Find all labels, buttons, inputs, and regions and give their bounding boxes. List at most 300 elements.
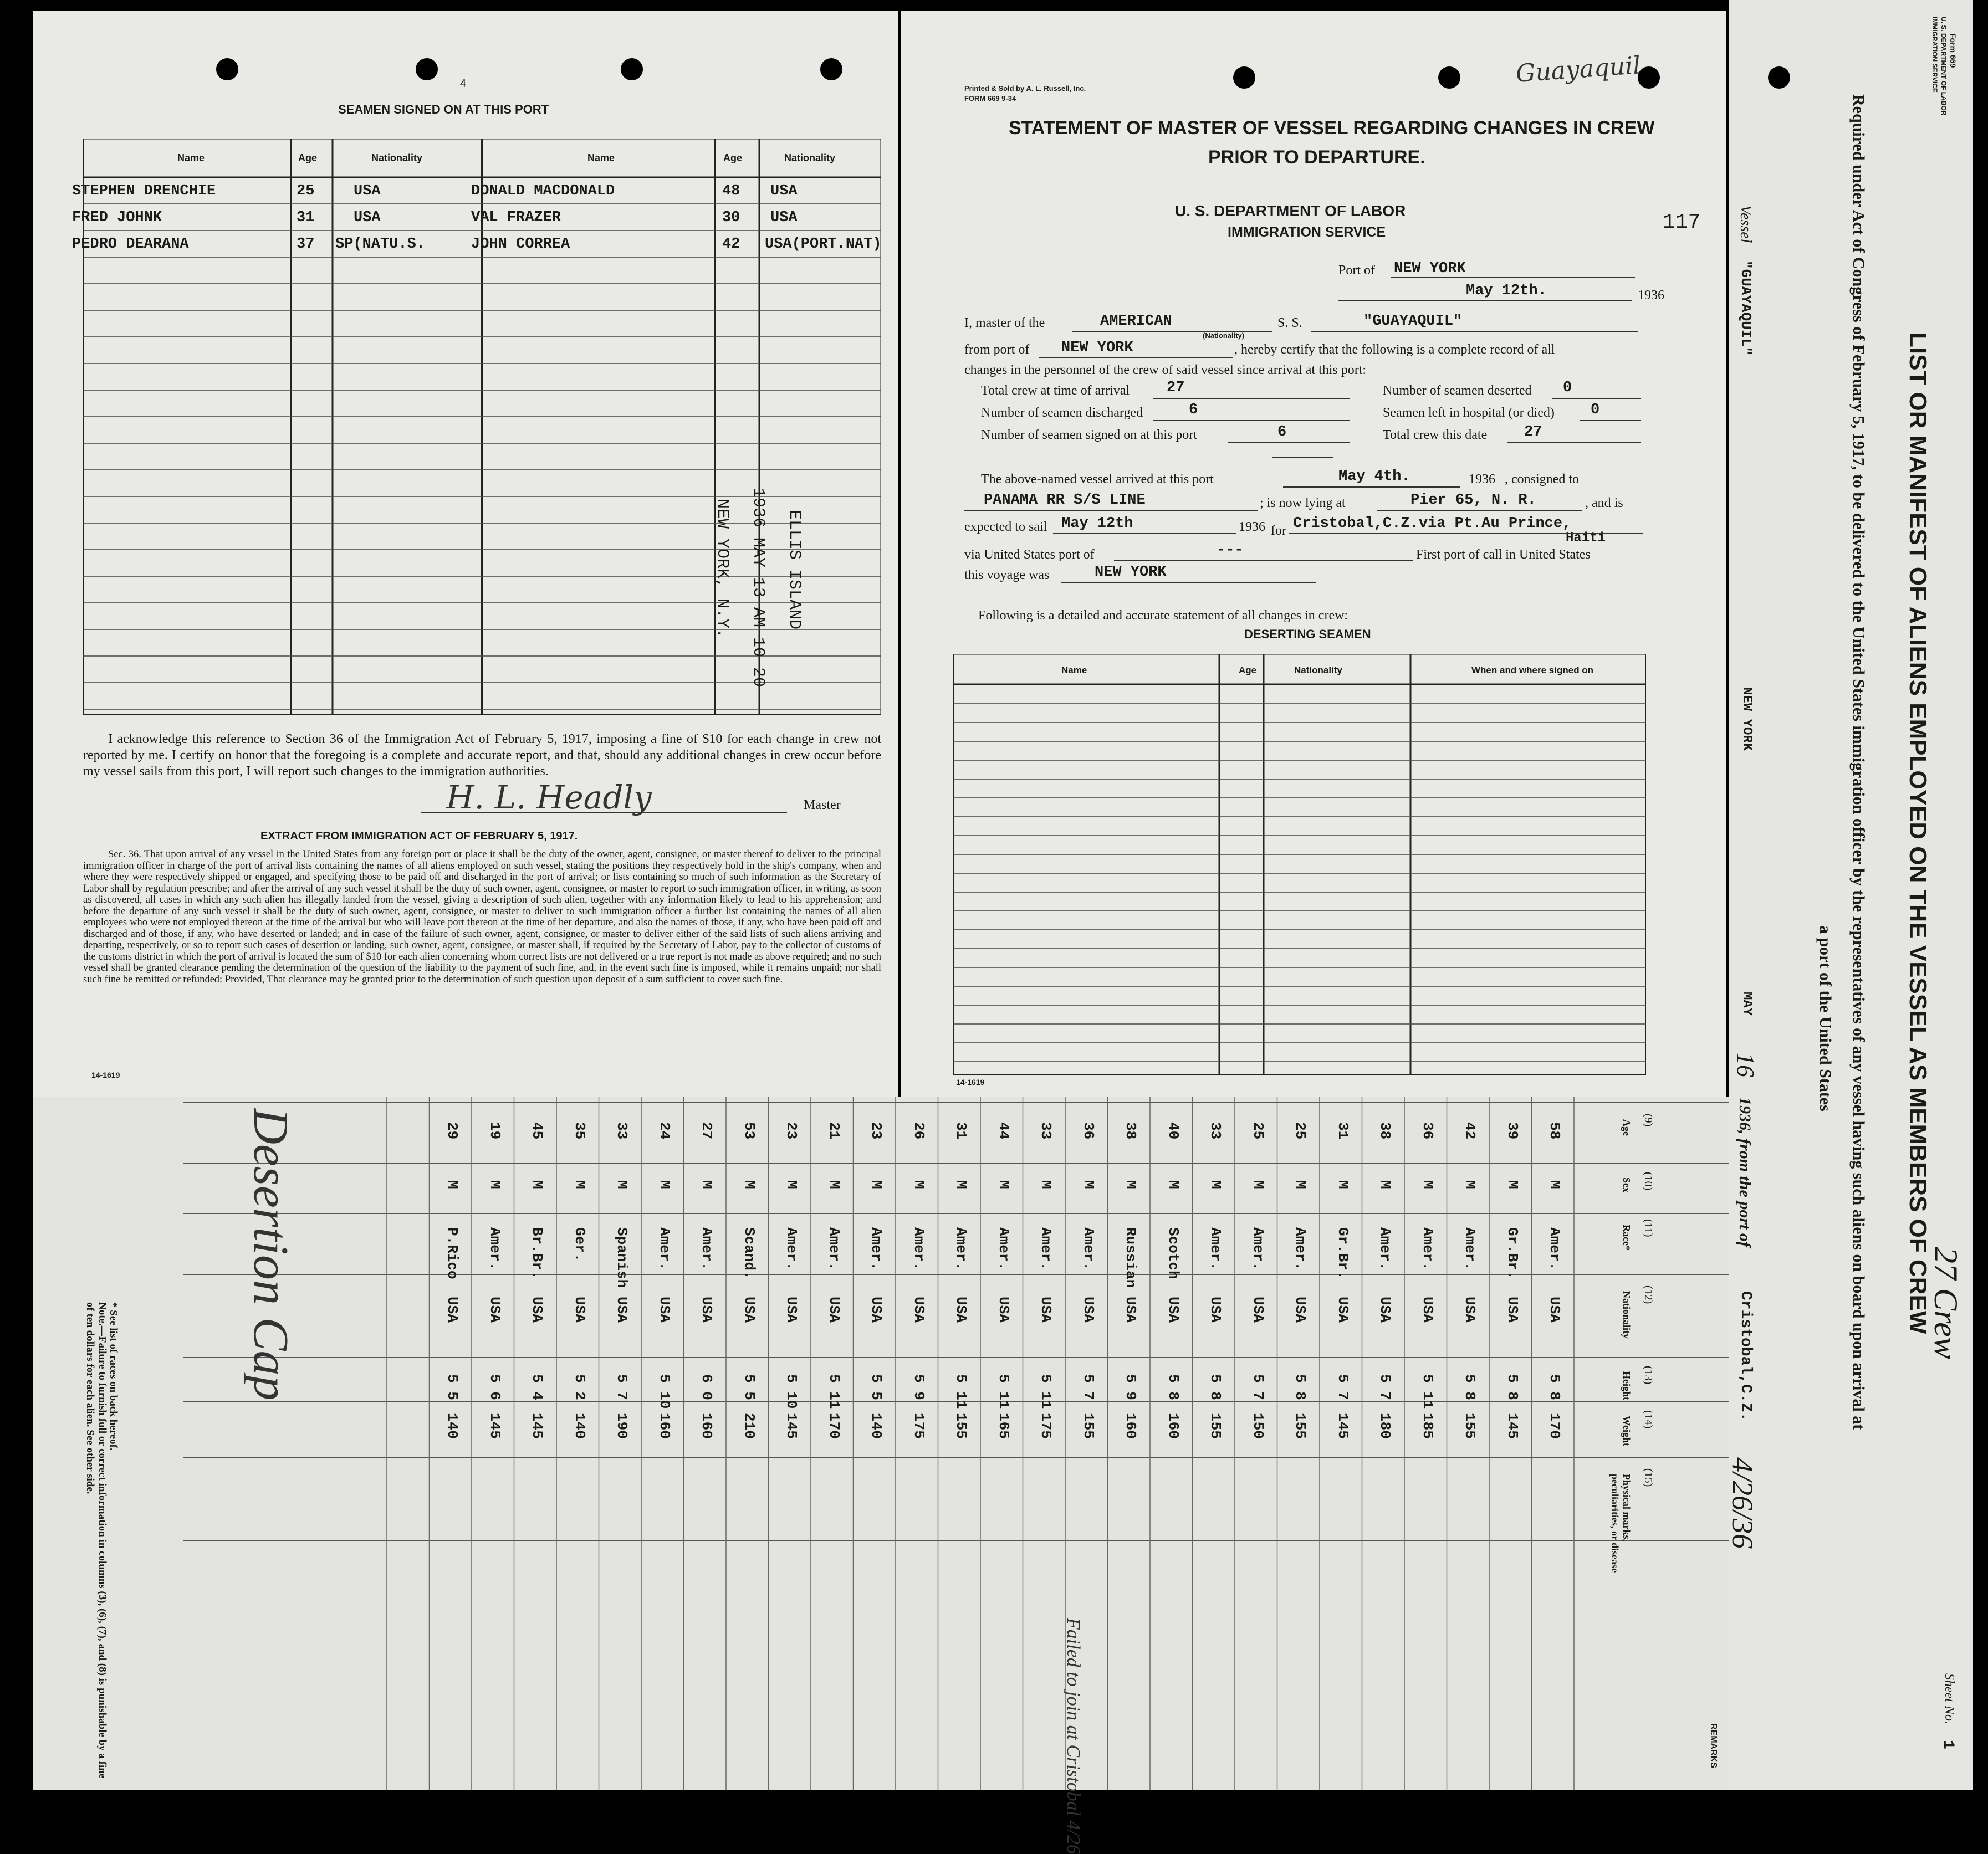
line (964, 510, 1258, 511)
pier-value: Pier 65, N. R. (1410, 492, 1536, 509)
crew-cell: Gr.Br. (1504, 1227, 1521, 1279)
crew-cell: USA (953, 1297, 969, 1323)
crew-cell: 145 (1334, 1413, 1351, 1439)
for-label: for (1271, 524, 1286, 538)
crew-cell: 36 (1080, 1122, 1097, 1140)
crew-cell: USA (1164, 1297, 1182, 1323)
crew-cell: M (1546, 1180, 1563, 1189)
row-2-name-2: VAL FRAZER (471, 209, 561, 226)
crew-cell: M (571, 1180, 588, 1189)
crew-cell: Amer. (910, 1227, 927, 1271)
crew-cell: M (1038, 1180, 1054, 1189)
crew-cell: 140 (868, 1413, 885, 1439)
crew-cell: 145 (529, 1413, 545, 1439)
crew-cell: M (1504, 1180, 1521, 1189)
crew-col-header: Height (1621, 1371, 1632, 1400)
consigned-label: , consigned to (1505, 472, 1579, 486)
crew-col-number: (9) (1642, 1114, 1654, 1127)
crew-cell: M (1207, 1180, 1224, 1189)
statement-date: May 12th. (1466, 283, 1547, 299)
crew-cell: Amer. (1080, 1227, 1097, 1271)
row-2-age-2: 30 (722, 209, 740, 226)
row-3-nat-2: USA(PORT.NAT) (765, 236, 882, 253)
crew-col-header: Race* (1621, 1225, 1632, 1251)
discharged-label: Number of seamen discharged (981, 406, 1143, 420)
crew-cell: USA (1038, 1297, 1054, 1323)
crew-cell: Russian (1122, 1227, 1139, 1288)
punch-hole (1233, 66, 1255, 89)
row-1-name-2: DONALD MACDONALD (471, 183, 615, 199)
punch-hole (1438, 66, 1460, 89)
crew-cell: 145 (783, 1413, 800, 1439)
row-2-nat-1: USA (354, 209, 381, 226)
crew-cell: USA (1419, 1297, 1436, 1323)
form-title: SEAMEN SIGNED ON AT THIS PORT (338, 103, 549, 116)
table-header-age-2: Age (723, 152, 743, 163)
crew-cell: USA (1334, 1297, 1351, 1323)
margin-arrival-month: MAY (1739, 992, 1754, 1016)
voyage-label: this voyage was (964, 568, 1050, 582)
crew-cell: Amer. (1292, 1227, 1309, 1271)
line (1377, 510, 1582, 511)
crew-cell: M (910, 1180, 927, 1189)
stamp-line-1: ELLIS ISLAND (785, 510, 804, 630)
crew-cell: Ger. (571, 1227, 588, 1262)
hospital-label: Seamen left in hospital (or died) (1383, 406, 1555, 420)
line (1580, 420, 1641, 421)
crew-cell: M (1122, 1180, 1139, 1189)
crew-cell: Amer. (783, 1227, 800, 1271)
punch-hole (1768, 66, 1790, 89)
row-2-nat-2: USA (770, 209, 798, 226)
crew-cell: 5 8 (1164, 1374, 1182, 1400)
crew-cell: M (740, 1180, 758, 1189)
deserting-title: DESERTING SEAMEN (1244, 627, 1371, 641)
footnote-1: * See list of races on back hereof. (108, 1302, 119, 1451)
crew-col-header: Physical marks, peculiarities, or disease (1609, 1474, 1632, 1573)
crew-cell: USA (1207, 1297, 1224, 1323)
crew-cell: 160 (1164, 1413, 1182, 1439)
crew-cell: 5 11 (1038, 1374, 1054, 1409)
destination-2: Haiti (1566, 531, 1606, 546)
crew-cell: 5 5 (740, 1374, 758, 1400)
crew-cell: M (825, 1180, 842, 1189)
crew-cell: 5 2 (571, 1374, 588, 1400)
form-number: FORM 669 9-34 (964, 94, 1016, 103)
crew-cell: Spanish (614, 1227, 630, 1288)
row-1-name-1: STEPHEN DRENCHIE (72, 183, 216, 199)
discharged-value: 6 (1189, 402, 1198, 418)
margin-arrival-day: 16 (1732, 1053, 1759, 1077)
crew-cell: USA (868, 1297, 885, 1323)
crew-cell: Amer. (1377, 1227, 1393, 1271)
crew-cell: 23 (783, 1122, 800, 1140)
crew-cell: 25 (1292, 1122, 1309, 1140)
crew-cell: 145 (1504, 1413, 1521, 1439)
crew-cell: Amer. (953, 1227, 969, 1271)
crew-col-header: Sex (1621, 1177, 1632, 1192)
crew-cell: 5 11 (953, 1374, 969, 1409)
line (1289, 533, 1643, 534)
following-text: Following is a detailed and accurate statement of all changes in crew: (978, 608, 1348, 623)
crew-cell: 5 8 (1546, 1374, 1563, 1400)
crew-cell: 40 (1164, 1122, 1182, 1140)
crew-cell: USA (910, 1297, 927, 1323)
crew-cell: 190 (614, 1413, 630, 1439)
handwritten-vessel-top: Guayaquil (1515, 51, 1642, 88)
crew-cell: 150 (1249, 1413, 1266, 1439)
crew-cell: M (444, 1180, 461, 1189)
crew-col-number: (15) (1642, 1468, 1654, 1487)
footnote-2: Note.—Failure to furnish full or correct information in columns (3), (6), (7), and (8) is punishable by a fine of ten dollars for each alien. See other side. (84, 1302, 108, 1779)
crew-cell: M (656, 1180, 673, 1189)
crew-cell: USA (1546, 1297, 1563, 1323)
crew-cell: 5 7 (614, 1374, 630, 1400)
crew-cell: 5 11 (995, 1374, 1012, 1409)
margin-vessel-label: Vessel (1737, 205, 1754, 243)
crew-cell: 155 (953, 1413, 969, 1439)
crew-cell: USA (1249, 1297, 1266, 1323)
crew-cell: 170 (1546, 1413, 1563, 1439)
via-label: via United States port of (964, 547, 1095, 562)
vessel-nationality: AMERICAN (1100, 313, 1172, 330)
crew-cell: 5 8 (1504, 1374, 1521, 1400)
extract-text: Sec. 36. That upon arrival of any vessel in the United States from any foreign port or place it shall be the duty of the owner, agent, consignee, or master thereof to deliver to the principal immigration officer in charge of the port of arrival lists containing the names of all aliens employed on such vessel, stating the positions they respectively hold in the ship's company, when and where they were respectively shipped or engaged, and specifying those to be paid off and discharged in the port of arrival; or lists containing so much of such information as the Secretary of Labor shall by regulation prescribe; and after the arrival of any such vessel it shall be the duty of such owner, agent, consignee, or master to report to such immigration officer, in writing, as soon as discovered, all cases in which any such alien has illegally landed from the vessel, giving a description of such alien, together with any information likely to lead to his apprehension; and before the departure of any such vessel it shall be the duty of such owner, agent, consignee, or master to deliver to such immigration officer a further list containing the names of all alien employees who were not employed thereon at the time of the arrival but who will leave port thereon at the time of her departure, and also the names of those, if any, who have been paid off and discharged and of those, if any, who have deserted or landed; and in case of the failure of such owner, agent, consignee, or master to deliver either of the said lists of such aliens arriving and departing, respectively, or so to report such cases of desertion or landing, such owner, agent, consignee, or master shall, if required by the Secretary of Labor, pay to the collector of customs of the customs district in which the port of arrival is located the sum of $10 for each alien concerning whom correct lists are not delivered or a true report is not made as above required; and no such vessel shall be granted clearance pending the determination of the question of the liability to the payment of such fine, and, in the event such fine is imposed, while it remains unpaid; nor shall such fine be remitted or refunded: Provided, That clearance may be granted prior to the determination of such question upon deposit of a sum sufficient to cover such fine. (83, 849, 881, 985)
crew-cell: Amer. (1546, 1227, 1563, 1271)
crew-cell: 53 (740, 1122, 758, 1140)
crew-cell: 170 (825, 1413, 842, 1439)
row-2-age-1: 31 (297, 209, 315, 226)
crew-cell: 5 5 (444, 1374, 461, 1400)
crew-cell: Amer. (1461, 1227, 1478, 1271)
crew-cell: 5 10 (656, 1374, 673, 1409)
and-is-label: , and is (1585, 496, 1623, 510)
margin-vessel: "GUAYAQUIL" (1737, 260, 1754, 356)
crew-cell: Amer. (1038, 1227, 1054, 1271)
crew-cell: 160 (698, 1413, 715, 1439)
ss-label: S. S. (1277, 316, 1302, 330)
total-crew-arrival-label: Total crew at time of arrival (981, 383, 1130, 398)
arrived-year: 1936 (1469, 472, 1495, 486)
crew-cell: 5 11 (825, 1374, 842, 1409)
row-1-age-1: 25 (297, 183, 315, 199)
crew-cell: 160 (656, 1413, 673, 1439)
crew-cell: 5 9 (1122, 1374, 1139, 1400)
crew-cell: 5 9 (910, 1374, 927, 1400)
master-of-the-label: I, master of the (964, 316, 1045, 330)
crew-remark-hand: Failed to join at Cristobal 4/26 (1063, 1618, 1084, 1854)
crew-cell: USA (1377, 1297, 1393, 1323)
port-line (1391, 277, 1635, 278)
crew-cell: Amer. (486, 1227, 503, 1271)
crew-cell: 5 8 (1292, 1374, 1309, 1400)
crew-cell: M (1377, 1180, 1393, 1189)
crew-cell: M (783, 1180, 800, 1189)
line (1061, 582, 1316, 583)
crew-cell: 155 (1207, 1413, 1224, 1439)
desert-header-name: Name (1061, 665, 1087, 675)
crew-cell: 33 (614, 1122, 630, 1140)
crew-cell: USA (740, 1297, 758, 1323)
crew-col-number: (12) (1642, 1285, 1654, 1304)
punch-hole (820, 58, 842, 80)
margin-sailing-date: 4/26/36 (1726, 1457, 1759, 1549)
total-crew-date-label: Total crew this date (1383, 428, 1488, 442)
total-crew-date: 27 (1524, 424, 1542, 441)
crew-col-number: (10) (1642, 1172, 1654, 1191)
crew-cell: Amer. (1207, 1227, 1224, 1271)
crew-cell: USA (698, 1297, 715, 1323)
line (1053, 533, 1236, 534)
crew-cell: USA (825, 1297, 842, 1323)
crew-cell: Scand. (740, 1227, 758, 1279)
crew-cell: 175 (1038, 1413, 1054, 1439)
form-code-right: 14-1619 (956, 1078, 985, 1087)
via-port: --- (1217, 542, 1244, 559)
margin-form-no: Form 669 (1949, 33, 1958, 68)
crew-cell: M (995, 1180, 1012, 1189)
crew-cell: 38 (1377, 1122, 1393, 1140)
crew-cell: USA (1080, 1297, 1097, 1323)
sail-date: May 12th (1061, 515, 1133, 532)
crew-cell: M (868, 1180, 885, 1189)
ellis-island-stamp (665, 488, 809, 720)
crew-cell: 31 (1334, 1122, 1351, 1140)
crew-cell: 5 5 (868, 1374, 885, 1400)
crew-cell: 210 (740, 1413, 758, 1439)
crew-cell: Br.Br. (529, 1227, 545, 1279)
margin-service: IMMIGRATION SERVICE (1931, 17, 1939, 93)
crew-table-grid (183, 1097, 1729, 1790)
crew-cell: USA (571, 1297, 588, 1323)
margin-sailing-text: 1936, from the port of (1736, 1097, 1754, 1247)
department: U. S. DEPARTMENT OF LABOR (1175, 202, 1406, 219)
first-port-label: First port of call in United States (1416, 547, 1591, 562)
margin-arriving-port: NEW YORK (1739, 687, 1754, 751)
row-3-name-2: JOHN CORREA (471, 236, 570, 253)
crew-cell: M (1461, 1180, 1478, 1189)
crew-cell: M (614, 1180, 630, 1189)
crew-cell: Amer. (995, 1227, 1012, 1271)
crew-cell: 39 (1504, 1122, 1521, 1140)
crew-cell: 5 10 (783, 1374, 800, 1409)
arrived-label: The above-named vessel arrived at this port (981, 472, 1214, 486)
crew-cell: 58 (1546, 1122, 1563, 1140)
crew-cell: 155 (1461, 1413, 1478, 1439)
crew-cell: Amer. (1419, 1227, 1436, 1271)
crew-cell: 33 (1038, 1122, 1054, 1140)
crew-cell: 5 7 (1249, 1374, 1266, 1400)
crew-cell: USA (486, 1297, 503, 1323)
table-header-age: Age (298, 152, 318, 163)
crew-cell: USA (1122, 1297, 1139, 1323)
handwritten-number: 117 (1663, 211, 1701, 234)
crew-cell: 26 (910, 1122, 927, 1140)
line (1153, 420, 1350, 421)
crew-col-header: Nationality (1621, 1291, 1632, 1339)
vessel-line (1311, 331, 1638, 332)
margin-sheet-no: 1 (1939, 1740, 1956, 1749)
crew-cell: M (486, 1180, 503, 1189)
crew-cell: M (529, 1180, 545, 1189)
crew-cell: 36 (1419, 1122, 1436, 1140)
table-header-nationality-2: Nationality (784, 152, 836, 163)
certify-text: , hereby certify that the following is a complete record of all (1234, 342, 1555, 357)
crew-cell: 44 (995, 1122, 1012, 1140)
extract-title: EXTRACT FROM IMMIGRATION ACT OF FEBRUARY 5, 1917. (260, 830, 578, 842)
manifest-required-2: a port of the United States (1816, 925, 1834, 1112)
crew-col-number: (11) (1642, 1219, 1654, 1237)
crew-cell: 5 8 (1207, 1374, 1224, 1400)
crew-cell: 175 (910, 1413, 927, 1439)
crew-cell: 27 (698, 1122, 715, 1140)
crew-cell: Amer. (656, 1227, 673, 1271)
left-form (33, 11, 898, 1097)
crew-cell: Amer. (1249, 1227, 1266, 1271)
line (1228, 442, 1350, 443)
statement-title-2: PRIOR TO DEPARTURE. (1208, 147, 1425, 168)
desert-header-nationality: Nationality (1294, 665, 1342, 675)
crew-cell: 31 (953, 1122, 969, 1140)
expected-label: expected to sail (964, 520, 1047, 534)
crew-cell: M (1164, 1180, 1182, 1189)
crew-cell: USA (614, 1297, 630, 1323)
crew-cell: M (1292, 1180, 1309, 1189)
crew-cell: Gr.Br. (1334, 1227, 1351, 1279)
crew-cell: 23 (868, 1122, 885, 1140)
line (1507, 442, 1641, 443)
crew-cell: 35 (571, 1122, 588, 1140)
crew-cell: 45 (529, 1122, 545, 1140)
sail-year: 1936 (1239, 520, 1265, 534)
crew-col-header: Age (1621, 1119, 1632, 1136)
crew-cell: 5 7 (1334, 1374, 1351, 1400)
line (1552, 398, 1641, 399)
crew-cell: M (1419, 1180, 1436, 1189)
desert-header-signed: When and where signed on (1471, 665, 1594, 675)
crew-cell: Amer. (868, 1227, 885, 1271)
crew-cell: 5 6 (486, 1374, 503, 1400)
table-header-name-2: Name (587, 152, 615, 163)
hospital-value: 0 (1591, 402, 1600, 418)
deserted-value: 0 (1563, 380, 1572, 396)
crew-cell: 5 4 (529, 1374, 545, 1400)
row-1-nat-2: USA (770, 183, 798, 199)
line (1114, 560, 1413, 561)
deserting-table-grid (953, 654, 1646, 1075)
margin-remarks: REMARKS (1709, 1723, 1718, 1768)
arrived-date: May 4th. (1338, 468, 1410, 485)
row-2-name-1: FRED JOHNK (72, 209, 162, 226)
from-port-line (1039, 357, 1233, 358)
crew-cell: USA (444, 1297, 461, 1323)
row-1-nat-1: USA (354, 183, 381, 199)
right-form (901, 11, 1726, 1097)
line (1153, 398, 1350, 399)
crew-cell: 29 (444, 1122, 461, 1140)
master-label: Master (804, 798, 841, 812)
crew-cell: P.Rico (444, 1227, 461, 1279)
row-3-name-1: PEDRO DEARANA (72, 236, 189, 253)
crew-cell: 155 (1080, 1413, 1097, 1439)
acknowledgement-text: I acknowledge this reference to Section 36 of the Immigration Act of February 5, 1917, imposing a fine of $10 for each change in crew not reported by me. I certify on honor that the foregoing is a complete and accurate report, and that, should any additional changes in crew occur before my vessel sails from this port, I will report such changes to the immigration authorities. (83, 732, 881, 779)
crew-cell: 145 (486, 1413, 503, 1439)
from-port-label: from port of (964, 342, 1030, 357)
lying-label: ; is now lying at (1260, 496, 1346, 510)
stamp-line-3: NEW YORK, N.Y. (713, 499, 732, 639)
left-hand-notes: Desertion Cap (243, 1108, 298, 1401)
crew-cell: 33 (1207, 1122, 1224, 1140)
consignee: PANAMA RR S/S LINE (984, 492, 1146, 509)
row-1-age-2: 48 (722, 183, 740, 199)
date-line (1338, 300, 1632, 301)
desert-header-age: Age (1239, 665, 1257, 675)
crew-cell: Amer. (825, 1227, 842, 1271)
crew-cell: 24 (656, 1122, 673, 1140)
crew-col-number: (14) (1642, 1410, 1654, 1429)
line (1272, 457, 1333, 458)
port-value: NEW YORK (1394, 260, 1466, 277)
crew-col-header: Weight (1621, 1416, 1632, 1447)
page-number: 4 (460, 78, 467, 90)
destination: Cristobal,C.Z.via Pt.Au Prince, (1293, 515, 1572, 532)
crew-cell: USA (529, 1297, 545, 1323)
crew-cell: 155 (1292, 1413, 1309, 1439)
crew-cell: USA (1292, 1297, 1309, 1323)
from-port-value: NEW YORK (1061, 340, 1133, 356)
deserted-label: Number of seamen deserted (1383, 383, 1532, 398)
crew-cell: 5 8 (1461, 1374, 1478, 1400)
printer-line: Printed & Sold by A. L. Russell, Inc. (964, 84, 1086, 93)
manifest-required-1: Required under Act of Congress of February 5, 1917, to be delivered to the United States immigration officer by the representatives of any vessel having such aliens on board upon arrival at (1849, 94, 1868, 1430)
signature-line (421, 812, 787, 813)
row-3-age-2: 42 (722, 236, 740, 253)
line (1283, 486, 1460, 488)
form-code-left: 14-1619 (91, 1071, 120, 1079)
punch-hole (216, 58, 238, 80)
port-label: Port of (1338, 263, 1375, 278)
crew-cell: 140 (444, 1413, 461, 1439)
punch-hole (621, 58, 643, 80)
crew-cell: 185 (1419, 1413, 1436, 1439)
crew-cell: 180 (1377, 1413, 1393, 1439)
punch-hole (416, 58, 438, 80)
crew-cell: Scotch (1164, 1227, 1182, 1279)
crew-cell: 5 11 (1419, 1374, 1436, 1409)
margin-dept: U. S. DEPARTMENT OF LABOR (1940, 17, 1948, 116)
table-header-name: Name (177, 152, 205, 163)
year-suffix: 1936 (1638, 288, 1664, 303)
signed-on-value: 6 (1277, 424, 1287, 441)
nationality-sublabel: (Nationality) (1203, 331, 1245, 340)
crew-cell: 25 (1249, 1122, 1266, 1140)
crew-cell: USA (1461, 1297, 1478, 1323)
crew-cell: M (698, 1180, 715, 1189)
crew-cell: 140 (571, 1413, 588, 1439)
master-signature: H. L. Headly (446, 779, 652, 816)
crew-cell: USA (656, 1297, 673, 1323)
row-3-age-1: 37 (297, 236, 315, 253)
crew-cell: M (1249, 1180, 1266, 1189)
vessel-name: "GUAYAQUIL" (1363, 313, 1463, 330)
changes-text: changes in the personnel of the crew of said vessel since arrival at this port: (964, 363, 1367, 377)
total-crew-arrival: 27 (1167, 380, 1185, 396)
crew-cell: 5 7 (1080, 1374, 1097, 1400)
margin-crew-hand: 27 Crew (1928, 1247, 1964, 1359)
table-header-nationality: Nationality (371, 152, 423, 163)
crew-cell: 38 (1122, 1122, 1139, 1140)
margin-sailing-port: Cristobal,C.Z. (1737, 1291, 1754, 1422)
